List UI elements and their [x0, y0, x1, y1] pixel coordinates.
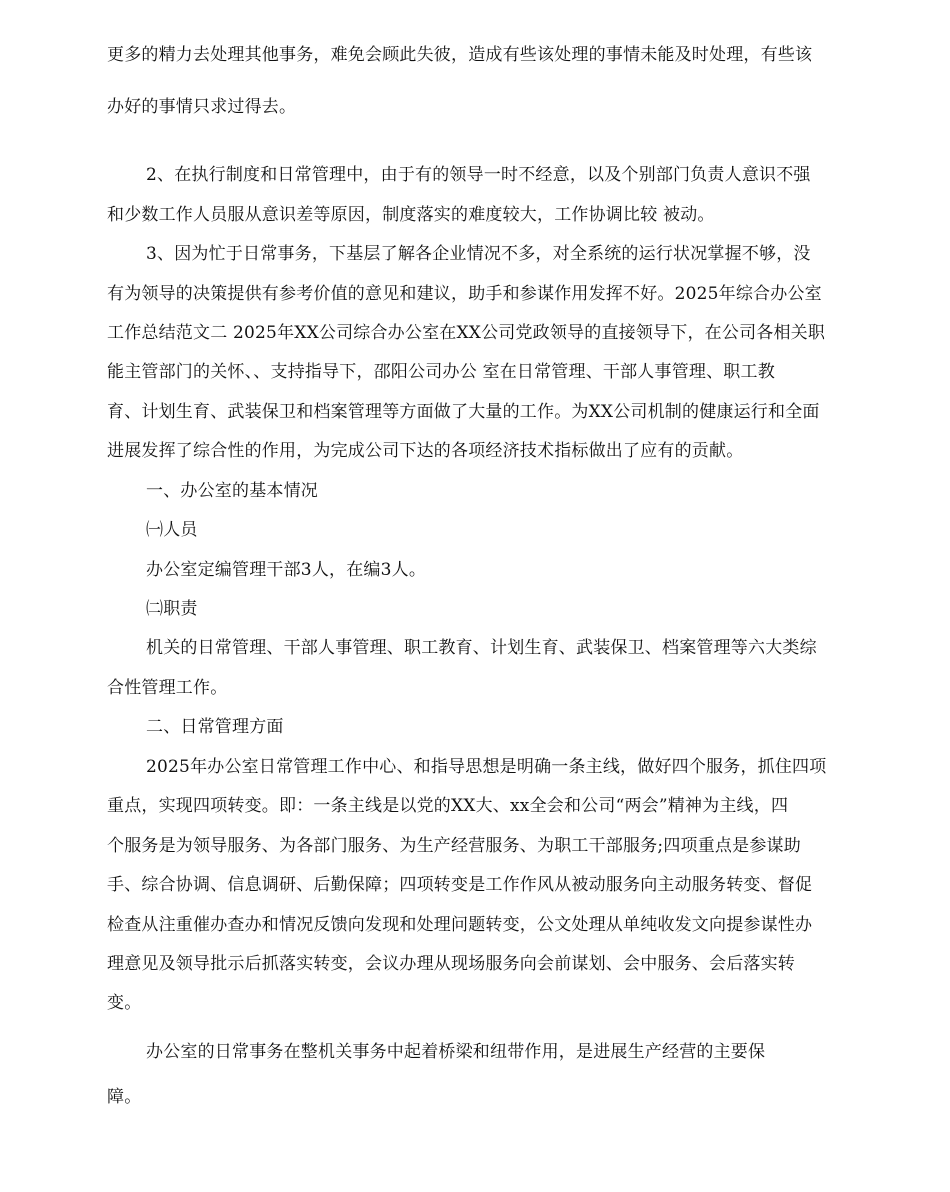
text-line: 合性管理工作。 — [107, 678, 228, 698]
text-line: 手、综合协调、信息调研、后勤保障；四项转变是工作作风从被动服务向主动服务转变、督促 — [107, 875, 813, 895]
text-line: 理意见及领导批示后抓落实转变，会议办理从现场服务向会前谋划、会中服务、会后落实转 — [107, 954, 795, 974]
text-line: 机关的日常管理、干部人事管理、职工教育、计划生育、武装保卫、档案管理等六大类综 — [146, 638, 817, 658]
section-heading: 一、办公室的基本情况 — [146, 481, 318, 501]
text-line: 工作总结范文二 2025年XX公司综合办公室在XX公司党政领导的直接领导下，在公司各相关职 — [107, 323, 826, 343]
text-line: 个服务是为领导服务、为各部门服务、为生产经营服务、为职工干部服务;四项重点是参谋助 — [107, 836, 801, 856]
text-line: 变。 — [107, 993, 142, 1013]
text-line: 2、在执行制度和日常管理中，由于有的领导一时不经意，以及个别部门负责人意识不强 — [146, 165, 811, 185]
text-line: 重点，实现四项转变。即：一条主线是以党的XX大、ⅹⅹ全会和公司“两会”精神为主线，四 — [107, 796, 789, 816]
text-line: 办公室的日常事务在整机关事务中起着桥梁和纽带作用，是进展生产经营的主要保 — [146, 1042, 766, 1062]
subsection-heading: ㈠人员 — [146, 520, 198, 540]
text-line: 检查从注重催办查办和情况反馈向发现和处理问题转变，公文处理从单纯收发文向提参谋性办 — [107, 915, 813, 935]
text-line: 和少数工作人员服从意识差等原因，制度落实的难度较大，工作协调比较 被动。 — [107, 205, 715, 225]
text-line: 育、计划生育、武装保卫和档案管理等方面做了大量的工作。为XX公司机制的健康运行和全面 — [107, 402, 820, 422]
text-line: 3、因为忙于日常事务，下基层了解各企业情况不多，对全系统的运行状况掌握不够，没 — [146, 244, 811, 264]
text-line: 办公室定编管理干部3人，在编3人。 — [146, 560, 427, 580]
text-line: 障。 — [107, 1087, 142, 1107]
text-line: 有为领导的决策提供有参考价值的意见和建议，助手和参谋作用发挥不好。2025年综合办公室 — [107, 284, 822, 304]
section-heading: 二、日常管理方面 — [146, 717, 284, 737]
text-line: 2025年办公室日常管理工作中心、和指导思想是明确一条主线，做好四个服务，抓住四项 — [146, 757, 827, 777]
text-line: 能主管部门的关怀、、支持指导下，邵阳公司办公 室在日常管理、干部人事管理、职工教 — [107, 362, 775, 382]
text-line: 更多的精力去处理其他事务，难免会顾此失彼，造成有些该处理的事情未能及时处理，有些该 — [107, 45, 813, 65]
text-line: 进展发挥了综合性的作用，为完成公司下达的各项经济技术指标做出了应有的贡献。 — [107, 441, 744, 461]
subsection-heading: ㈡职责 — [146, 599, 198, 619]
text-line: 办好的事情只求过得去。 — [107, 97, 297, 117]
